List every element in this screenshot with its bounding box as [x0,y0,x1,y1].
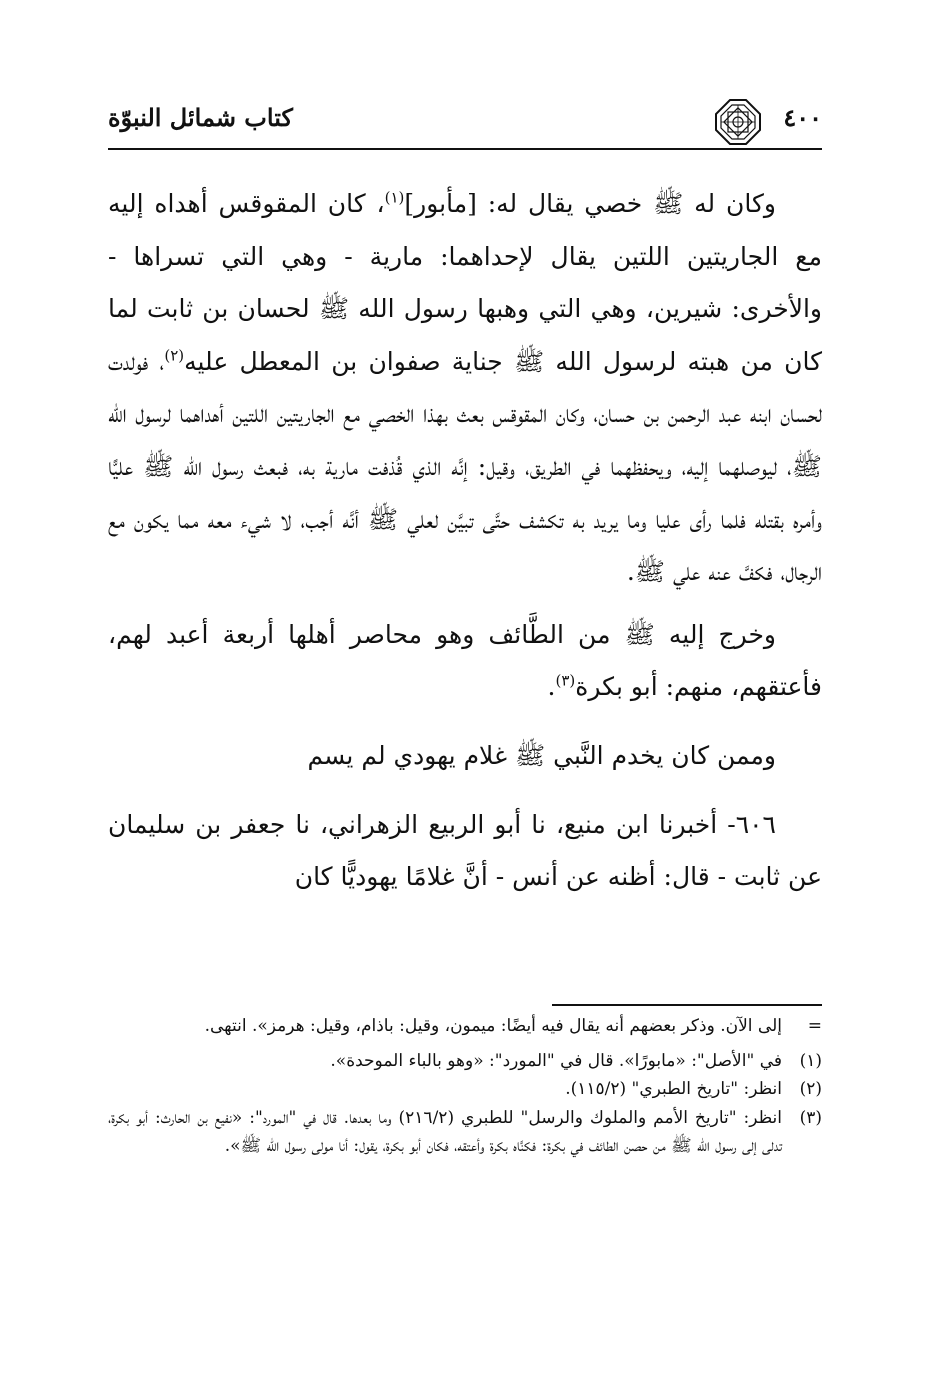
footnote-mark: (٢) [799,1079,822,1100]
footnote-mark: = [807,1016,822,1036]
paragraph-text: وخرج إليه ﷺ من الطَّائف وهو محاصر أهلها أربعة أعبد لهم، فأعتقهم، منهم: أبو بكرة [108,619,822,702]
paragraph-text: ٦٠٦- أخبرنا ابن منيع، نا أبو الربيع الزهراني، نا جعفر بن سليمان عن ثابت - قال: أظنه عن أنس - أنَّ غلامًا يهوديًّا كان [108,809,822,892]
main-text [108,178,822,904]
paragraph-text: ، فولدت لحسان ابنه عبد الرحمن بن حسان، وكان المقوقس بعث بهذا الخصي مع الجاريتين اللتين أهداهما لرسول الله ﷺ، ليوصلهما إليه، ويحفظهما في الطريق، وقيل: إنَّه الذي قُذفت مارية به، فبعث رسول الله ﷺ عليًّا وأمره بقتله فلما رأى عليا وما يريد به تكشف حتَّى تبيَّن لعلي ﷺ أنَّه أجب، لا شيء معه مما يكون مع الرجال، فكفَّ عنه علي ﷺ. [108,346,822,587]
paragraph [108,730,822,783]
page-number: ٤٠٠ [783,103,822,132]
footnote-mark: (١) [799,1050,822,1071]
footnote-text: في "الأصل": «مابورًا». قال في "المورد": «وهو بالباء الموحدة». [330,1050,782,1071]
paragraph-text: ، كان المقوقس أهداه إليه مع الجاريتين اللتين يقال لإحداهما: مارية - وهي التي تسراها - والأخرى: شيرين، وهي التي وهبها رسول الله ﷺ لحسان بن ثابت لما كان من هبته لرسول الله ﷺ جناية صفوان بن المعطل عليه [108,189,822,376]
footnote-text: انظر: "تاريخ الأمم والملوك والرسل" للطبري (٢١٦/٢) وما بعدها. قال في "المورد": «نفيع بن الحارث: أبو بكرة، تدلى إلى رسول الله ﷺ من حصن الطائف في بكرة: فكنَّاه بكرة وأعتقه، فكان أبو بكرة، يقول: أنا مولى رسول الله ﷺ». [108,1107,782,1157]
book-title: كتاب شمائل النبوّة [108,103,293,132]
footnote-ref: (٣) [555,672,576,691]
header-rule [108,148,822,150]
running-header [108,98,822,148]
octagon-ornament-icon [714,98,762,146]
footnote-ref: (٢) [164,346,185,365]
footnote-ref: (١) [384,188,405,207]
footnote-item [108,1104,822,1161]
footnote-text: انظر: "تاريخ الطبري" (١١٥/٢). [565,1079,782,1100]
paragraph [108,609,822,714]
footnote-text: إلى الآن. وذكر بعضهم أنه يقال فيه أيضًا: ميمون، وقيل: باذام، وقيل: هرمز». انتهى. [204,1016,782,1036]
footnotes [108,1012,822,1161]
footnote-continuation [108,1012,822,1041]
paragraph-text: . [547,672,556,702]
paragraph [108,178,822,599]
footnote-mark: (٣) [799,1107,822,1128]
footnote-item [108,1075,822,1104]
footnote-item [108,1047,822,1076]
paragraph-text: وكان له ﷺ خصي يقال له: [مأبور] [404,189,776,218]
footnote-rule [552,1004,822,1006]
paragraph-text: وممن كان يخدم النَّبي ﷺ غلام يهودي لم يسم [307,740,776,770]
hadith-paragraph [108,799,822,904]
